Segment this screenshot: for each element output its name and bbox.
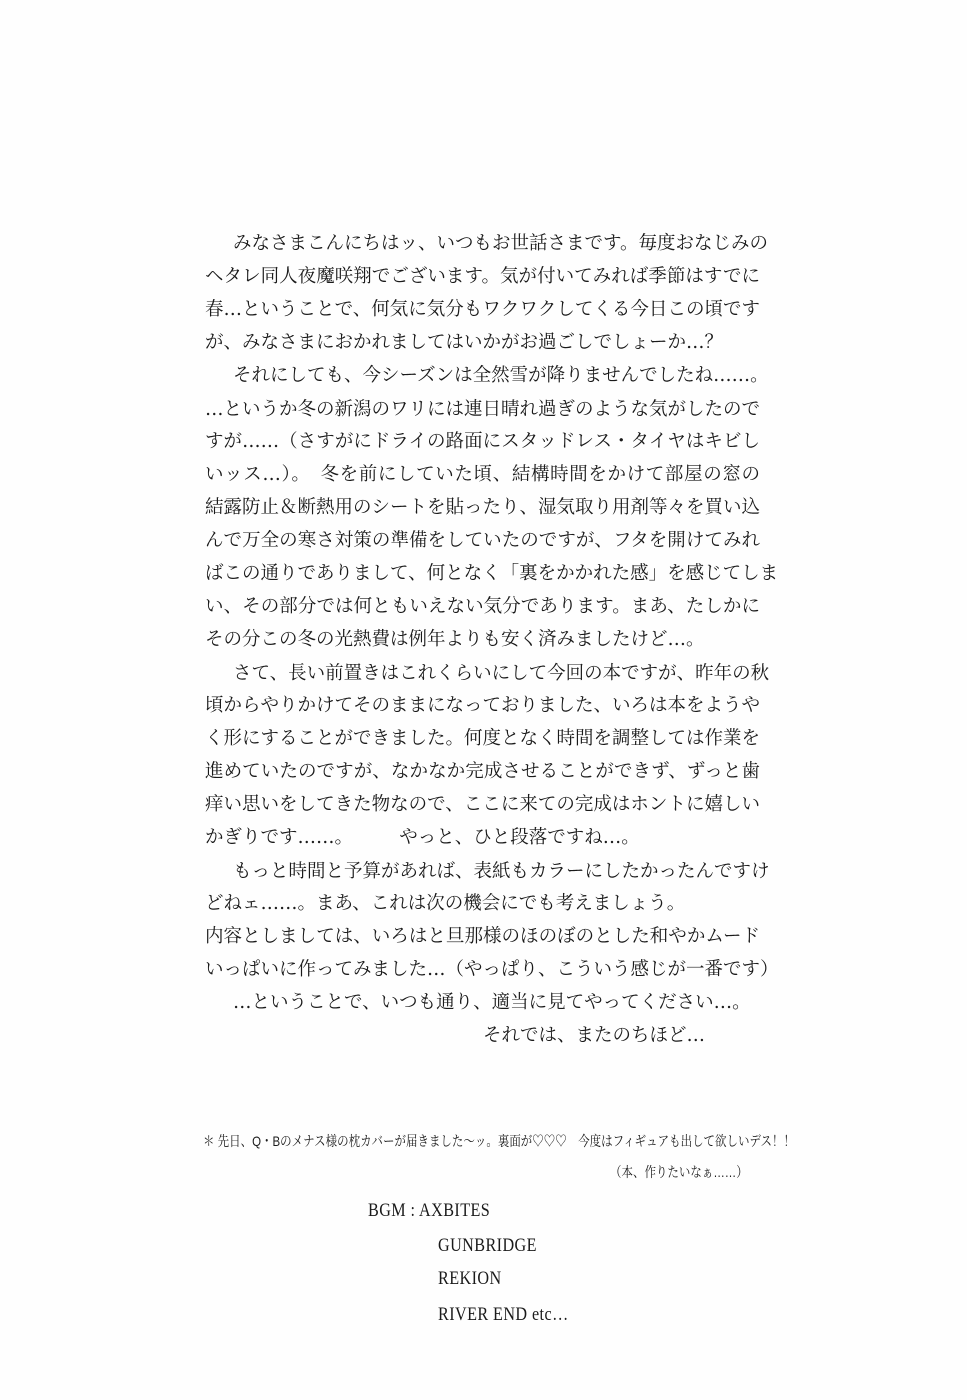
footnote-line: ＊ 先日、Q・Bのメナス様の枕カバーが届きました～ッ。裏面が♡♡♡ 今度はフィギュアも出して欲しいデス！！ (203, 1133, 795, 1149)
bgm-label: BGM : AXBITES (368, 1200, 491, 1221)
text-line: 結露防止＆断熱用のシートを貼ったり、湿気取り用剤等々を買い込 (205, 497, 761, 518)
footnote-aside: （本、作りたいなぁ……） (610, 1164, 748, 1180)
text-line: かぎりです……。 やっと、ひと段落ですね…。 (205, 827, 640, 848)
text-line: ばこの通りでありまして、何となく「裏をかかれた感」を感じてしま (205, 563, 779, 584)
text-line: その分この冬の光熱費は例年よりも安く済みましたけど…。 (205, 629, 705, 650)
text-line: さて、長い前置きはこれくらいにして今回の本ですが、昨年の秋 (233, 663, 770, 684)
text-line: もっと時間と予算があれば、表紙もカラーにしたかったんですけ (233, 861, 770, 882)
text-line: い、その部分では何ともいえない気分であります。まあ、たしかに (205, 596, 760, 617)
text-line: 春…ということで、何気に気分もワクワクしてくる今日この頃です (205, 299, 760, 320)
closing-line: それでは、またのちほど… (483, 1025, 706, 1046)
text-line: 進めていたのですが、なかなか完成させることができず、ずっと歯 (205, 761, 760, 782)
text-line: 内容としましては、いろはと旦那様のほのぼのとした和やかムード (205, 926, 760, 947)
text-line: ヘタレ同人夜魔咲翔でございます。気が付いてみれば季節はすでに (205, 266, 760, 287)
text-line: 痒い思いをしてきた物なので、ここに来ての完成はホントに嬉しい (205, 794, 760, 815)
text-line: いッス…）。 冬を前にしていた頃、結構時間をかけて部屋の窓の (205, 464, 760, 485)
text-line: 頃からやりかけてそのままになっておりました、いろは本をようや (205, 695, 761, 716)
text-line: …というか冬の新潟のワリには連日晴れ過ぎのような気がしたので (205, 399, 761, 420)
text-line: が、みなさまにおかれましてはいかがお過ごしでしょーか…？ (205, 332, 724, 353)
bgm-item: GUNBRIDGE (438, 1235, 537, 1256)
text-line: …ということで、いつも通り、適当に見てやってください…。 (233, 992, 751, 1013)
text-line: どねェ……。まあ、これは次の機会にでも考えましょう。 (205, 893, 686, 914)
text-line: それにしても、今シーズンは全然雪が降りませんでしたね……。 (233, 365, 769, 386)
text-line: みなさまこんにちはッ、いつもお世話さまです。毎度おなじみの (233, 233, 769, 254)
text-line: んで万全の寒さ対策の準備をしていたのですが、フタを開けてみれ (205, 530, 760, 551)
text-line: すが……（さすがにドライの路面にスタッドレス・タイヤはキビし (205, 431, 760, 452)
text-line: く形にすることができました。何度となく時間を調整しては作業を (205, 728, 761, 749)
bgm-item: RIVER END etc… (438, 1304, 569, 1325)
text-line: いっぱいに作ってみました…（やっぱり、こういう感じが一番です） (205, 959, 779, 980)
bgm-item: REKION (438, 1268, 502, 1289)
